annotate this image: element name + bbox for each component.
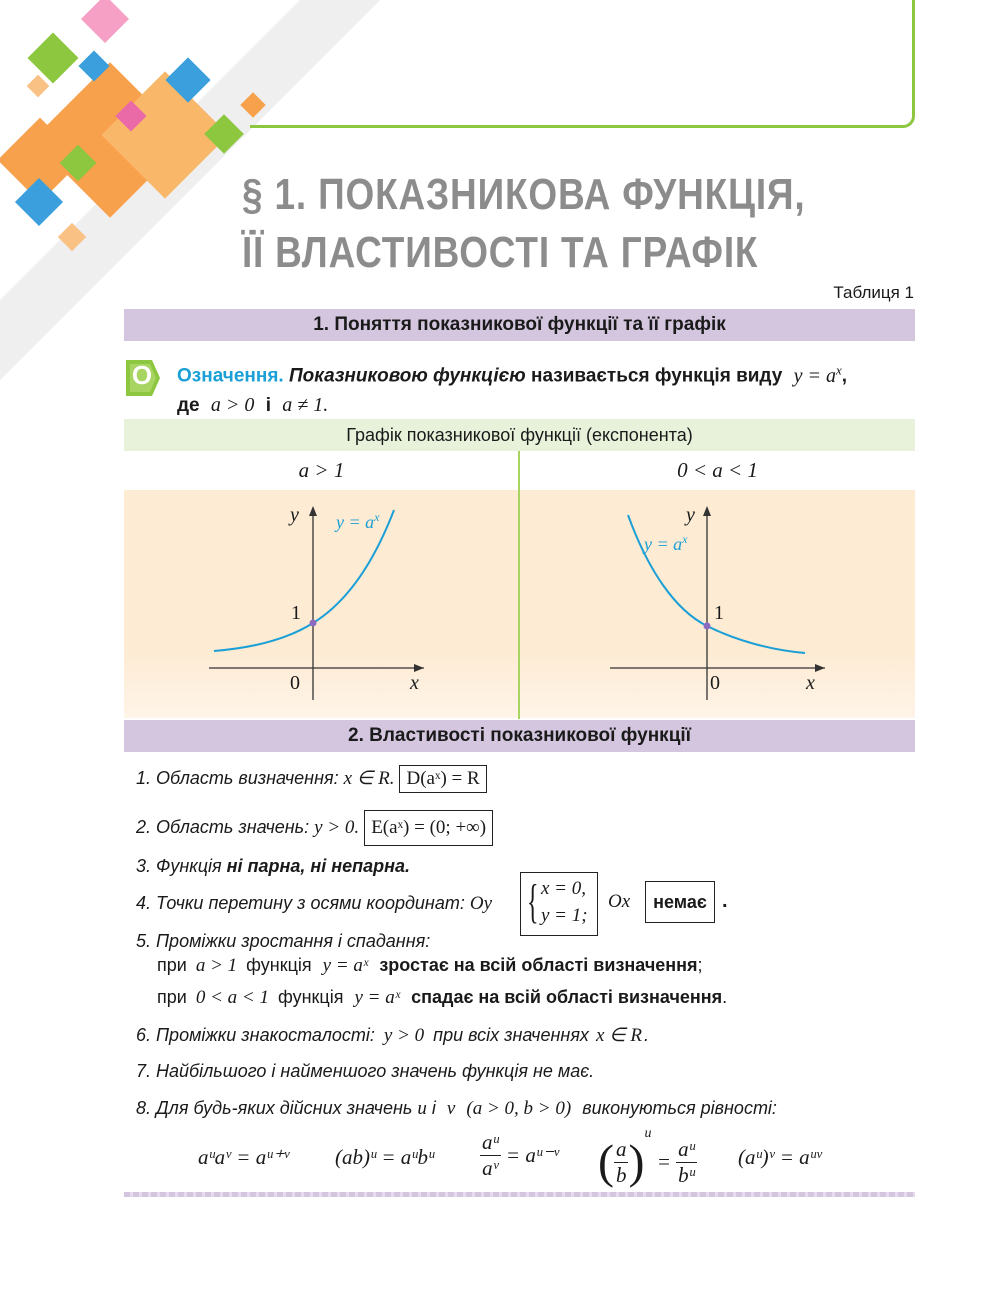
formula-quotient: $\frac{\text{aᵘ}}{\text{aᵛ}}$ = aᵘ⁻ᵛ (482, 1130, 559, 1180)
graph-left-x-label: x (410, 672, 419, 694)
definition-text2: де (177, 394, 200, 416)
prop-7: 7. Найбільшого і найменшого значень функція не має. (136, 1061, 595, 1081)
prop-5b: при 0 < a < 1 функція y = aˣ спадає на всій області визначення. (157, 987, 728, 1008)
prop-4-ox: Ox (608, 891, 631, 912)
section-bar-1: 1. Поняття показникової функції та її графік (124, 309, 915, 341)
prop-2-box: E(aˣ) = (0; +∞) (364, 810, 493, 846)
bottom-rule (124, 1192, 915, 1197)
formula-product: aᵘaᵛ = aᵘ⁺ᵛ (198, 1145, 290, 1169)
definition-badge-letter: О (131, 360, 153, 390)
prop-1: 1. Область визначення: x ∈ R. D(aˣ) = R (136, 765, 487, 793)
graph-right-one: 1 (714, 602, 724, 624)
graph-right-curve-label: $y = a^x$ (644, 532, 688, 554)
prop-3: 3. Функція ні парна, ні непарна. (136, 856, 411, 876)
graph-left-condition: a > 1 (298, 458, 345, 482)
definition-formula: y = a (793, 364, 836, 387)
section-bar-2: 2. Властивості показникової функції (124, 720, 915, 752)
formula-power-power: (aᵘ)ᵛ = aᵘᵛ (738, 1145, 822, 1169)
graph-right-condition: 0 < a < 1 (677, 458, 758, 482)
page-title-line1: § 1. ПОКАЗНИКОВА ФУНКЦІЯ, (242, 170, 806, 219)
definition-term: Показниковою функцією (289, 365, 526, 387)
prop-4: 4. Точки перетину з осями координат: Oy (136, 893, 493, 914)
formula-power-product: (ab)ᵘ = aᵘbᵘ (335, 1145, 435, 1169)
definition-and: і (265, 394, 271, 416)
graph-right-origin: 0 (710, 672, 720, 694)
graph-header: Графік показникової функції (експонента) (124, 419, 915, 451)
definition-cond1: a > 0 (210, 393, 255, 416)
prop-2: 2. Область значень: y > 0. E(aˣ) = (0; +∞) (136, 810, 493, 846)
definition-formula-exp: x (835, 362, 842, 377)
graph-right-y-label: y (686, 504, 695, 526)
prop-4-system: { x = 0, y = 1; (520, 872, 598, 936)
graph-left-one: 1 (291, 602, 301, 624)
definition-label: Означення. (177, 365, 284, 387)
graph-right-x-label: x (806, 672, 815, 694)
page-title-line2: ЇЇ ВЛАСТИВОСТІ ТА ГРАФІК (242, 228, 759, 277)
table-label: Таблиця 1 (833, 283, 914, 302)
definition-cond2: a ≠ 1. (282, 393, 329, 416)
definition-text: Означення. Показниковою функцією називається функція виду $y = a^x$, де a > 0 і a ≠ 1. (177, 362, 848, 416)
formula-fraction-power: ( $\frac{a}{b}$ )$^u$ = $\frac{\text{aᵘ}}{\text{bᵘ}}$ (598, 1126, 695, 1189)
prop-1-box: D(aˣ) = R (399, 765, 486, 793)
prop-5: 5. Проміжки зростання і спадання: (136, 931, 431, 951)
prop-5a: при a > 1 функція y = aˣ зростає на всій області визначення; (157, 955, 703, 976)
prop-4-dot: . (722, 890, 728, 912)
prop-4-box: немає (645, 881, 715, 923)
definition-text1: називається функція виду (531, 365, 783, 387)
graph-left-origin: 0 (290, 672, 300, 694)
graph-left-curve-label: $y = a^x$ (336, 510, 380, 532)
header-frame (250, 0, 915, 128)
prop-6: 6. Проміжки знакосталості: y > 0 при всіх значеннях x ∈ R . (136, 1025, 650, 1046)
graph-left-y-label: y (290, 504, 299, 526)
graph-left (124, 490, 518, 718)
prop-8: 8. Для будь-яких дійсних значень u і v (a > 0, b > 0) виконуються рівності: (136, 1098, 777, 1119)
